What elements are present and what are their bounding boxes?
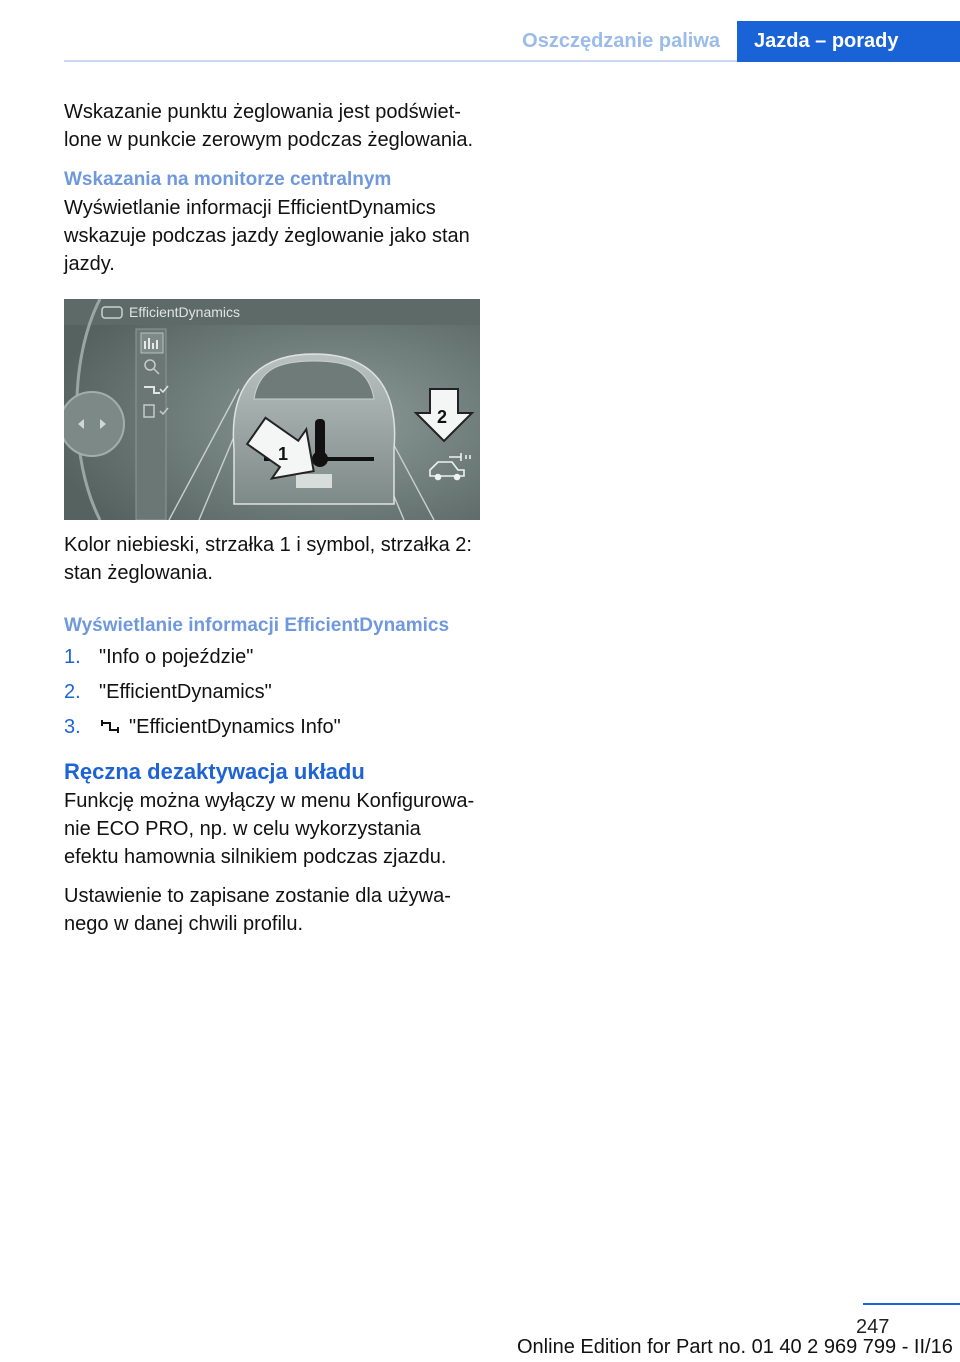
step-number: 1. [64, 646, 81, 668]
step-text: "EfficientDynamics" [99, 681, 272, 703]
page-content [64, 98, 480, 938]
subheading-central-monitor: Wskazania na monitorze centralnym [64, 169, 392, 190]
figure-caption: Kolor niebieski, strzałka 1 i symbol, strzałka 2: stan żeglowania. [64, 534, 472, 584]
step-number: 3. [64, 716, 81, 738]
callout-2-label: 2 [437, 407, 448, 427]
page-number: 247 [856, 1316, 890, 1338]
edition-note: Online Edition for Part no. 01 40 2 969 799 - II/16 [517, 1336, 953, 1358]
list-item [64, 713, 480, 744]
list-item [64, 643, 480, 671]
header-chapter-tab: Jazda – porady [737, 21, 960, 62]
paragraph-efficientdynamics-display: Wyświetlanie informacji EfficientDynamics wskazuje podczas jazdy żeglowanie jako stan jazdy. [64, 197, 470, 275]
menu-bar-chart-icon [141, 333, 163, 353]
screen-title: EfficientDynamics [129, 304, 241, 320]
central-monitor-figure [64, 299, 480, 520]
step-number: 2. [64, 681, 81, 703]
paragraph-coasting-point: Wskazanie punktu żeglowania jest podświet‐lone w punkcie zerowym podczas żeglowania. [64, 101, 474, 151]
list-item [64, 678, 480, 706]
paragraph-profile: Ustawienie to zapisane zostanie dla używa‐nego w danej chwili profilu. [64, 885, 451, 935]
callout-1-label: 1 [278, 444, 289, 464]
step-text: "Info o pojeździe" [99, 646, 254, 668]
paragraph-deactivation: Funkcję można wyłączy w menu Konfigurowa‐nie ECO PRO, np. w celu wykorzystania efektu hamownia silnikiem podczas zjazdu. [64, 790, 475, 868]
step-text: "EfficientDynamics Info" [129, 716, 341, 738]
efficientdynamics-info-icon [99, 716, 121, 744]
footer-rule [863, 1303, 960, 1305]
steps-list [64, 643, 480, 744]
heading-manual-deactivation: Ręczna dezaktywacja układu [64, 759, 365, 784]
header-section-title: Oszczędzanie paliwa [522, 30, 720, 52]
subheading-efficientdynamics-info: Wyświetlanie informacji EfficientDynamics [64, 615, 450, 636]
